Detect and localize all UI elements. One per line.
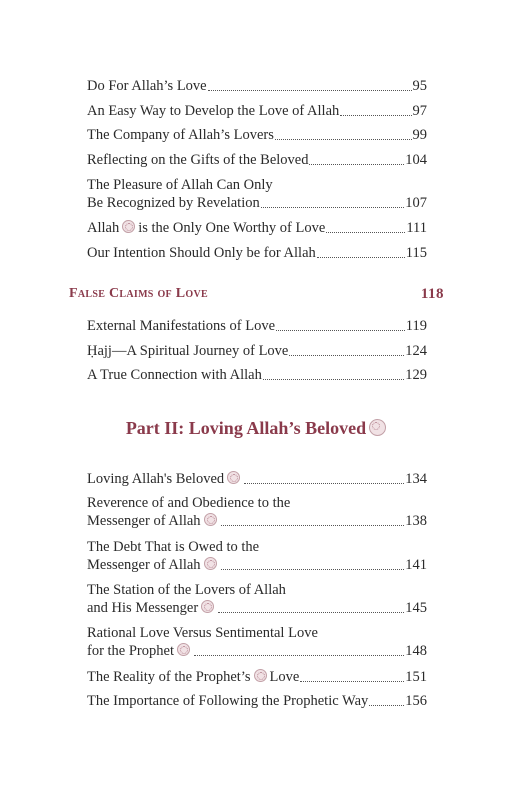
entry-title-start: The Reality of the Prophet’s <box>87 669 251 685</box>
toc-entry[interactable] <box>87 624 427 660</box>
dot-leader <box>317 257 405 258</box>
entry-title: External Manifestations of Love <box>87 318 276 334</box>
entry-title: Reflecting on the Gifts of the Beloved <box>87 152 309 168</box>
entry-page: 97 <box>412 103 427 119</box>
dot-leader <box>326 232 405 233</box>
entry-page: 145 <box>405 600 427 616</box>
toc-entry[interactable] <box>87 342 427 360</box>
dot-leader <box>221 569 405 570</box>
entry-title: A True Connection with Allah <box>87 367 262 383</box>
dot-leader <box>244 483 404 484</box>
entry-page: 141 <box>405 557 427 573</box>
part-heading <box>0 418 515 439</box>
toc-entry[interactable] <box>87 317 427 335</box>
toc-entry[interactable] <box>87 494 427 530</box>
entry-page: 115 <box>405 245 427 261</box>
entry-page: 151 <box>405 669 427 685</box>
toc-entry[interactable] <box>87 244 427 262</box>
section-page: 118 <box>420 286 444 302</box>
toc-entry[interactable] <box>87 126 427 144</box>
entry-title: Loving Allah's Beloved <box>87 471 225 487</box>
salutation-seal-icon <box>369 419 386 436</box>
salutation-seal-icon <box>122 220 135 233</box>
dot-leader <box>263 379 404 380</box>
dot-leader <box>340 115 411 116</box>
dot-leader <box>275 139 412 140</box>
salutation-seal-icon <box>201 600 214 613</box>
toc-entry[interactable] <box>87 692 427 710</box>
dot-leader <box>194 655 404 656</box>
dot-leader <box>218 612 404 613</box>
salutation-seal-icon <box>227 471 240 484</box>
entry-title-start: Allah <box>87 220 120 236</box>
entry-title: for the Prophet <box>87 643 174 659</box>
salutation-seal-icon <box>177 643 190 656</box>
entry-page: 107 <box>405 195 427 211</box>
toc-entry[interactable] <box>87 77 427 95</box>
entry-page: 134 <box>405 471 427 487</box>
toc-entry[interactable] <box>87 668 427 686</box>
toc-entry[interactable] <box>87 366 427 384</box>
dot-leader <box>221 525 405 526</box>
entry-title-line1: The Station of the Lovers of Allah <box>87 582 286 598</box>
entry-title: and His Messenger <box>87 600 199 616</box>
entry-title-line1: The Pleasure of Allah Can Only <box>87 177 273 193</box>
entry-page: 148 <box>405 643 427 659</box>
entry-title: The Importance of Following the Prophetic Way <box>87 693 369 709</box>
entry-title: Ḥajj—A Spiritual Journey of Love <box>87 343 289 359</box>
entry-title-end: Love <box>269 669 300 685</box>
entry-title: The Company of Allah’s Lovers <box>87 127 274 143</box>
entry-page: 111 <box>406 220 427 236</box>
dot-leader <box>261 207 405 208</box>
toc-entry[interactable] <box>87 151 427 169</box>
dot-leader <box>289 355 404 356</box>
part-title: Part II: Loving Allah’s Beloved <box>125 418 367 438</box>
dot-leader <box>276 330 405 331</box>
entry-title: Our Intention Should Only be for Allah <box>87 245 316 261</box>
entry-title: An Easy Way to Develop the Love of Allah <box>87 103 340 119</box>
entry-title-line1: Rational Love Versus Sentimental Love <box>87 625 318 641</box>
entry-title-line1: Reverence of and Obedience to the <box>87 495 291 511</box>
entry-page: 104 <box>405 152 427 168</box>
entry-title-line1: The Debt That is Owed to the <box>87 539 260 555</box>
toc-entry[interactable] <box>87 102 427 120</box>
section-heading[interactable] <box>69 286 444 303</box>
entry-title-end: is the Only One Worthy of Love <box>138 220 326 236</box>
toc-entry[interactable] <box>87 176 427 212</box>
toc-entry[interactable] <box>87 538 427 574</box>
entry-page: 138 <box>405 513 427 529</box>
salutation-seal-icon <box>254 669 267 682</box>
section-title: False Claims of Love <box>69 286 208 301</box>
dot-leader <box>300 681 404 682</box>
entry-page: 99 <box>412 127 427 143</box>
entry-title: Do For Allah’s Love <box>87 78 207 94</box>
entry-page: 129 <box>405 367 427 383</box>
entry-page: 95 <box>412 78 427 94</box>
dot-leader <box>208 90 412 91</box>
entry-page: 156 <box>405 693 427 709</box>
toc-entry[interactable] <box>87 581 427 617</box>
salutation-seal-icon <box>204 557 217 570</box>
toc-entry[interactable] <box>87 470 427 488</box>
salutation-seal-icon <box>204 513 217 526</box>
entry-title: Messenger of Allah <box>87 557 201 573</box>
entry-page: 124 <box>405 343 427 359</box>
dot-leader <box>369 705 404 706</box>
dot-leader <box>309 164 404 165</box>
toc-entry[interactable] <box>87 219 427 237</box>
entry-page: 119 <box>405 318 427 334</box>
entry-title: Messenger of Allah <box>87 513 201 529</box>
entry-title: Be Recognized by Revelation <box>87 195 260 211</box>
